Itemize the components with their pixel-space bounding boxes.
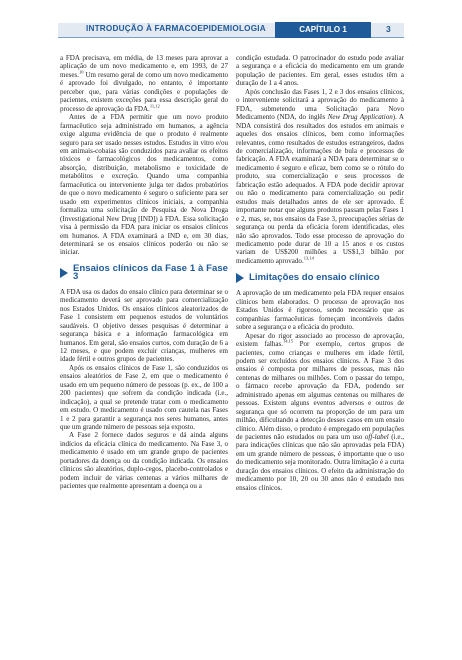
triangle-bullet-icon <box>236 273 244 283</box>
section-title: Limitações do ensaio clínico <box>249 272 380 284</box>
book-title: INTRODUÇÃO À FARMACOEPIDEMIOLOGIA <box>86 24 266 33</box>
paragraph: condição estudada. O patrocinador do estudo pode avaliar a segurança e a eficácia do medicamento em um grande população de pacientes. Em geral, esses estudos têm a duração de 1 a 4 anos. <box>236 54 404 88</box>
section-heading <box>60 262 228 283</box>
running-header <box>0 0 462 40</box>
section-title: Ensaios clínicos da Fase 1 à Fase 3 <box>73 262 228 283</box>
paragraph: a FDA precisava, em média, de 13 meses para aprovar a aplicação de um novo medicamento e, em 1993, de 27 meses.$^{10}$ Um resumo geral de como um novo medicamento é aprovado foi divulgado, no entanto, é importante perceber que, para várias condições e populações de pacientes, existem exceções para essa descrição geral do processo de aprovação da FDA.$^{11,12}$ <box>60 54 228 113</box>
left-column <box>60 54 228 491</box>
section-heading <box>236 273 404 283</box>
paragraph: A FDA usa os dados do ensaio clínico para determinar se o medicamento deverá ser aprovado para comercialização nos Estados Unidos. Os ensaios clínicos aleatorizados de Fase 1 consistem em pequenos estudos de voluntários saudáveis. O objetivo desses pesquisas é determinar a segurança básica e a informação farmacológica em humanos. Em geral, são ensaios curtos, com duração de 6 a 12 meses, e que podem excluir crianças, mulheres em idade fértil e outros grupos de pacientes. <box>60 287 228 364</box>
paragraph: Após conclusão das Fases 1, 2 e 3 dos ensaios clínicos, o interveniente solicitará a aprovação do medicamento à FDA, submetendo uma Solicitação para Novo Medicamento (NDA, do inglês New Drug Application). A NDA consistirá dos resultados dos estudos em animais e aqueles dos ensaios clínicos, bem como informações relevantes, como resultados de estudos estrangeiros, dados de comercialização, informações de bula e processos de fabricação. A FDA examinará a NDA para determinar se o medicamento é seguro e eficaz, bem como se o rótulo do produto, sua comercialização e seus processos de fabricação estão adequados. A FDA pode decidir aprovar ou não o medicamento para comercialização ou pedir estudos mais detalhados antes de ele ser aprovado. É importante notar que alguns produtos passam pelas Fases 1 e 2, mas, se, nos ensaios da Fase 3, preocupações sérias de segurança ou perda da eficácia forem identificadas, eles não são aprovados. Todo esse processo de aprovação do medicamento pode durar de 10 a 15 anos e os custos variam de US$200 milhões a US$1,3 bilhão por medicamento aprovado.$^{13,14}$ <box>236 87 405 265</box>
paragraph: Após os ensaios clínicos de Fase 1, são conduzidos os ensaios aleatórios de Fase 2, em que o medicamento é usado em um pequeno número de pessoas (p. ex., de 100 a 200 pacientes) que sofrem da condição indicada (i.e., indicação), a qual se pretende tratar com o medicamento em estudo. O medicamento é usado com cautela nas Fases 1 e 2 para garantir a segurança nos seres humanos, antes que um grande número de pessoas seja exposto. <box>60 363 228 432</box>
right-column <box>236 54 404 492</box>
paragraph: Antes de a FDA permitir que um novo produto farmacêutico seja administrado em humanos, a agência exige alguma evidência de que o produto é realmente seguro para ser usado nesses estudos. Estudos in vitro e/ou em animais-cobaias são conduzidos para avaliar os efeitos tóxicos e farmacológicos dos medicamentos, como absorção, distribuição, metabolismo e toxicidade de metabólitos e excreção. Quando uma companhia farmacêutica ou interveniente julga ter dados probatórios de que o novo medicamento é seguro o suficiente para ser usado em experimentos clínicos iniciais, a companhia formaliza uma solicitação de Pesquisa de Nova Droga (Investigational New Drug [IND]) à FDA. Essa solicitação visa à permissão da FDA para iniciar os ensaios clínicos em humanos. A FDA examinará a IND e, em 30 dias, determinará se os ensaios clínicos poderão ou não se iniciar. <box>60 113 228 257</box>
triangle-bullet-icon <box>60 268 68 278</box>
page-number: 3 <box>386 24 391 34</box>
paragraph: A aprovação de um medicamento pela FDA requer ensaios clínicos bem elaborados. O processo de aprovação nos Estados Unidos é rigoroso, sendo necessário que as companhias farmacêuticas forneçam incontáveis dados sobre a segurança e a eficácia do produto. <box>236 289 404 332</box>
paragraph: A Fase 2 fornece dados seguros e dá ainda alguns indícios da eficácia clínica do medicamento. Na Fase 3, o medicamento é usado em um grande grupo de pacientes portadores da doença ou da condição indicada. Os ensaios clínicos são aleatórios, duplo-cegos, placebo-controlados e podem incluir de várias centenas a vários milhares de pacientes que realmente apresentam a doença ou a <box>60 431 228 491</box>
chapter-label: CAPÍTULO 1 <box>275 22 371 38</box>
paragraph: Apesar do rigor associado ao processo de aprovação, existem falhas.$^{14,15}$ Por exemplo, certos grupos de pacientes, como crianças e mulheres em idade fértil, podem ser excluídos dos ensaios clínicos. A Fase 3 dos ensaios é composta por milhares de pessoas, mas não centenas de milhares ou milhões. Com o passar do tempo, o fármaco recebe aprovação da FDA, podendo ser administrado apenas em algumas centenas ou milhares de pessoas. Existem alguns eventos adversos e outros de segurança que só ocorrem na proporção de um para um milhão, dificultando a detecção desses casos em um ensaio clínico. Além disso, o produto é empregado em populações de pacientes não estudados ou para um uso off-label (i.e., para indicações clínicas que não são aprovadas pela FDA) em um grande número de pessoas, é importante que o uso do medicamento seja monitorado. Outra limitação é a curta duração dos ensaios clínicos. O efeito da administração do medicamento por 10, 20 ou 30 anos não é estudado nos ensaios clínicos. <box>236 331 404 492</box>
